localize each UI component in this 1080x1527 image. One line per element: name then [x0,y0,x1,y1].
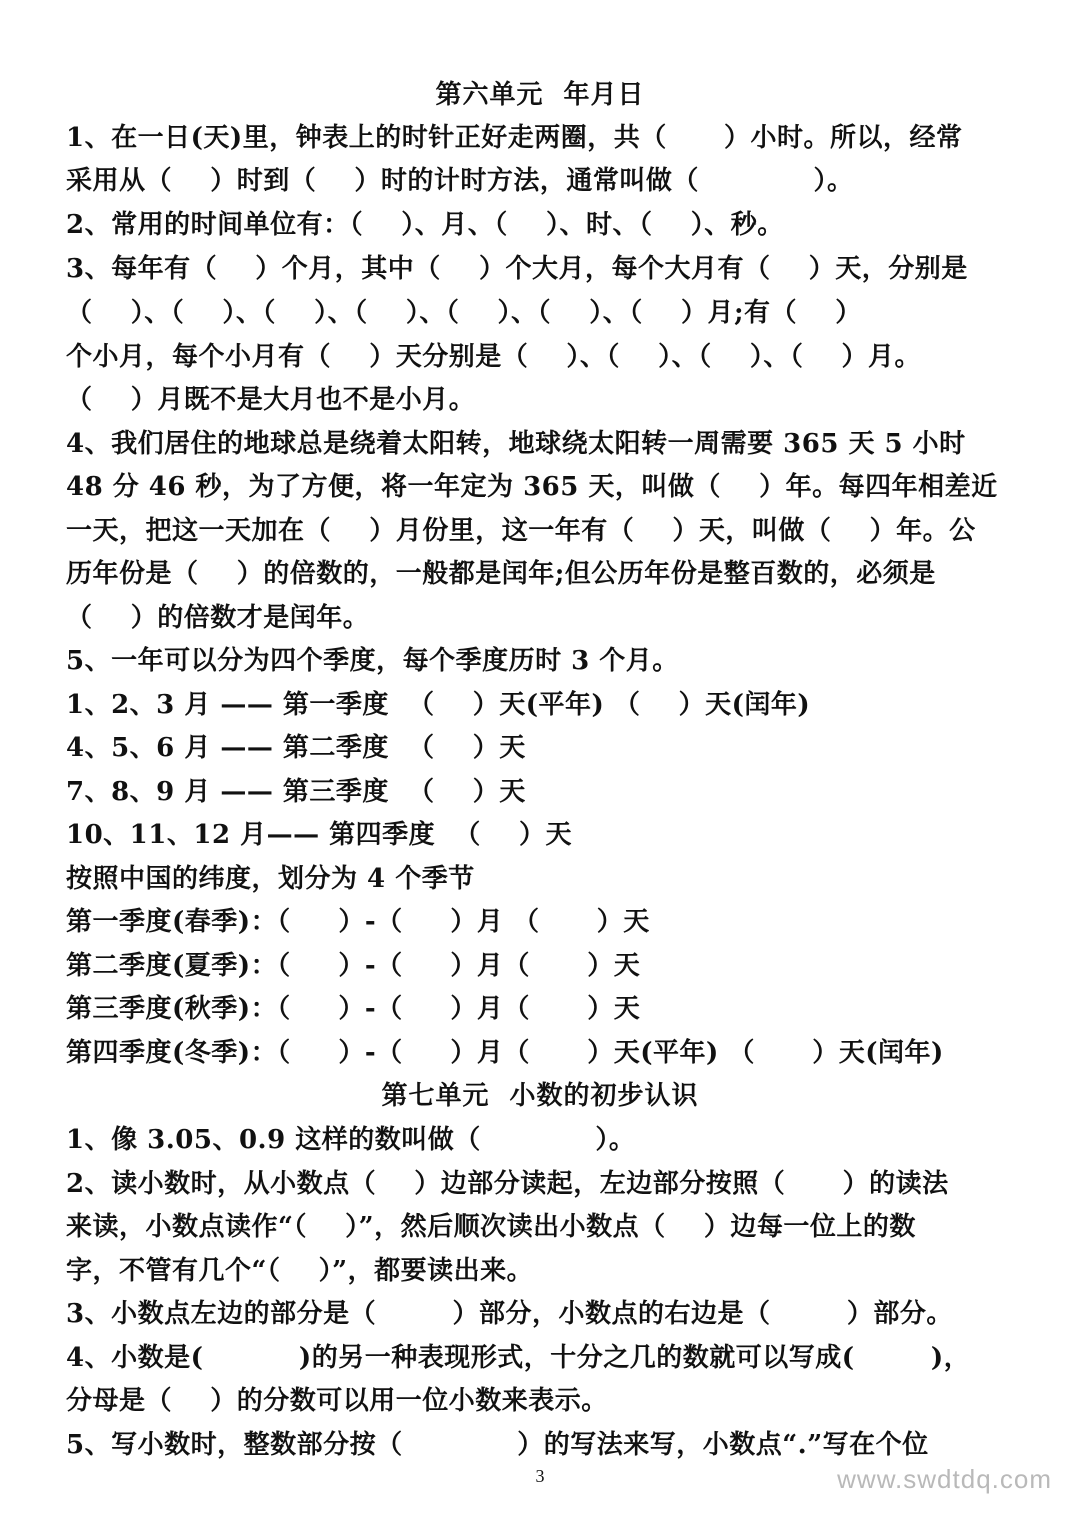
unit6-line-3: 2、常用的时间单位有：（ ）、月、（ ）、时、（ ）、秒。 [66,210,784,240]
unit7-line-4: 字，不管有几个“（ ）”，都要读出来。 [66,1256,534,1286]
unit6-line-5: （ ）、（ ）、（ ）、（ ）、（ ）、（ ）、（ ）月;有（ ） [66,298,862,328]
unit7-title: 第七单元 小数的初步认识 [381,1081,699,1111]
unit6-line-19: 第一季度(春季)：（ ）-（ ）月 （ ）天 [66,907,650,937]
unit6-line-6: 个小月，每个小月有（ ）天分别是（ ）、（ ）、（ ）、（ ）月。 [66,342,922,372]
unit6-line-2: 采用从（ ）时到（ ）时的计时方法，通常叫做（ ）。 [66,166,854,196]
unit6-line-10: 一天，把这一天加在（ ）月份里，这一年有（ ）天，叫做（ ）年。公 [66,516,976,546]
unit7-line-2: 2、读小数时，从小数点（ ）边部分读起，左边部分按照（ ）的读法 [66,1169,949,1199]
unit6-line-14: 1、2、3 月 —— 第一季度 （ ）天(平年) （ ）天(闰年) [66,690,811,720]
unit7-line-3: 来读，小数点读作“（ ）”，然后顺次读出小数点（ ）边每一位上的数 [66,1212,916,1242]
unit7-line-7: 分母是（ ）的分数可以用一位小数来表示。 [66,1386,608,1416]
unit6-line-1: 1、在一日(天)里，钟表上的时针正好走两圈，共（ ）小时。所以，经常 [66,123,963,153]
unit7-line-6: 4、小数是( )的另一种表现形式，十分之几的数就可以写成( )， [66,1343,971,1373]
unit6-line-12: （ ）的倍数才是闰年。 [66,603,370,633]
unit6-line-21: 第三季度(秋季)：（ ）-（ ）月（ ）天 [66,994,641,1024]
unit6-line-13: 5、一年可以分为四个季度，每个季度历时 3 个月。 [66,646,679,676]
unit6-line-18: 按照中国的纬度，划分为 4 个季节 [66,864,475,894]
unit7-line-5: 3、小数点左边的部分是（ ）部分，小数点的右边是（ ）部分。 [66,1299,953,1329]
unit7-line-8: 5、写小数时，整数部分按（ ）的写法来写，小数点“.”写在个位 [66,1430,929,1460]
unit7-line-1: 1、像 3.05、0.9 这样的数叫做（ ）。 [66,1125,636,1155]
unit6-line-15: 4、5、6 月 —— 第二季度 （ ）天 [66,733,526,763]
page-number: 3 [535,1466,545,1486]
unit6-line-9: 48 分 46 秒，为了方便，将一年定为 365 天，叫做（ ）年。每四年相差近 [66,472,998,502]
unit6-title: 第六单元 年月日 [435,80,645,110]
unit6-line-8: 4、我们居住的地球总是绕着太阳转，地球绕太阳转一周需要 365 天 5 小时 [66,429,966,459]
unit6-line-4: 3、每年有（ ）个月，其中（ ）个大月，每个大月有（ ）天，分别是 [66,254,968,284]
unit6-line-11: 历年份是（ ）的倍数的，一般都是闰年;但公历年份是整百数的，必须是 [66,559,936,589]
watermark-text: www.swdtdq.com [837,1464,1052,1494]
unit6-line-7: （ ）月既不是大月也不是小月。 [66,385,476,415]
unit6-line-20: 第二季度(夏季)：（ ）-（ ）月（ ）天 [66,951,641,981]
unit6-line-16: 7、8、9 月 —— 第三季度 （ ）天 [66,777,526,807]
unit6-line-17: 10、11、12 月—— 第四季度 （ ）天 [66,820,572,850]
unit6-line-22: 第四季度(冬季)：（ ）-（ ）月（ ）天(平年) （ ）天(闰年) [66,1038,944,1068]
